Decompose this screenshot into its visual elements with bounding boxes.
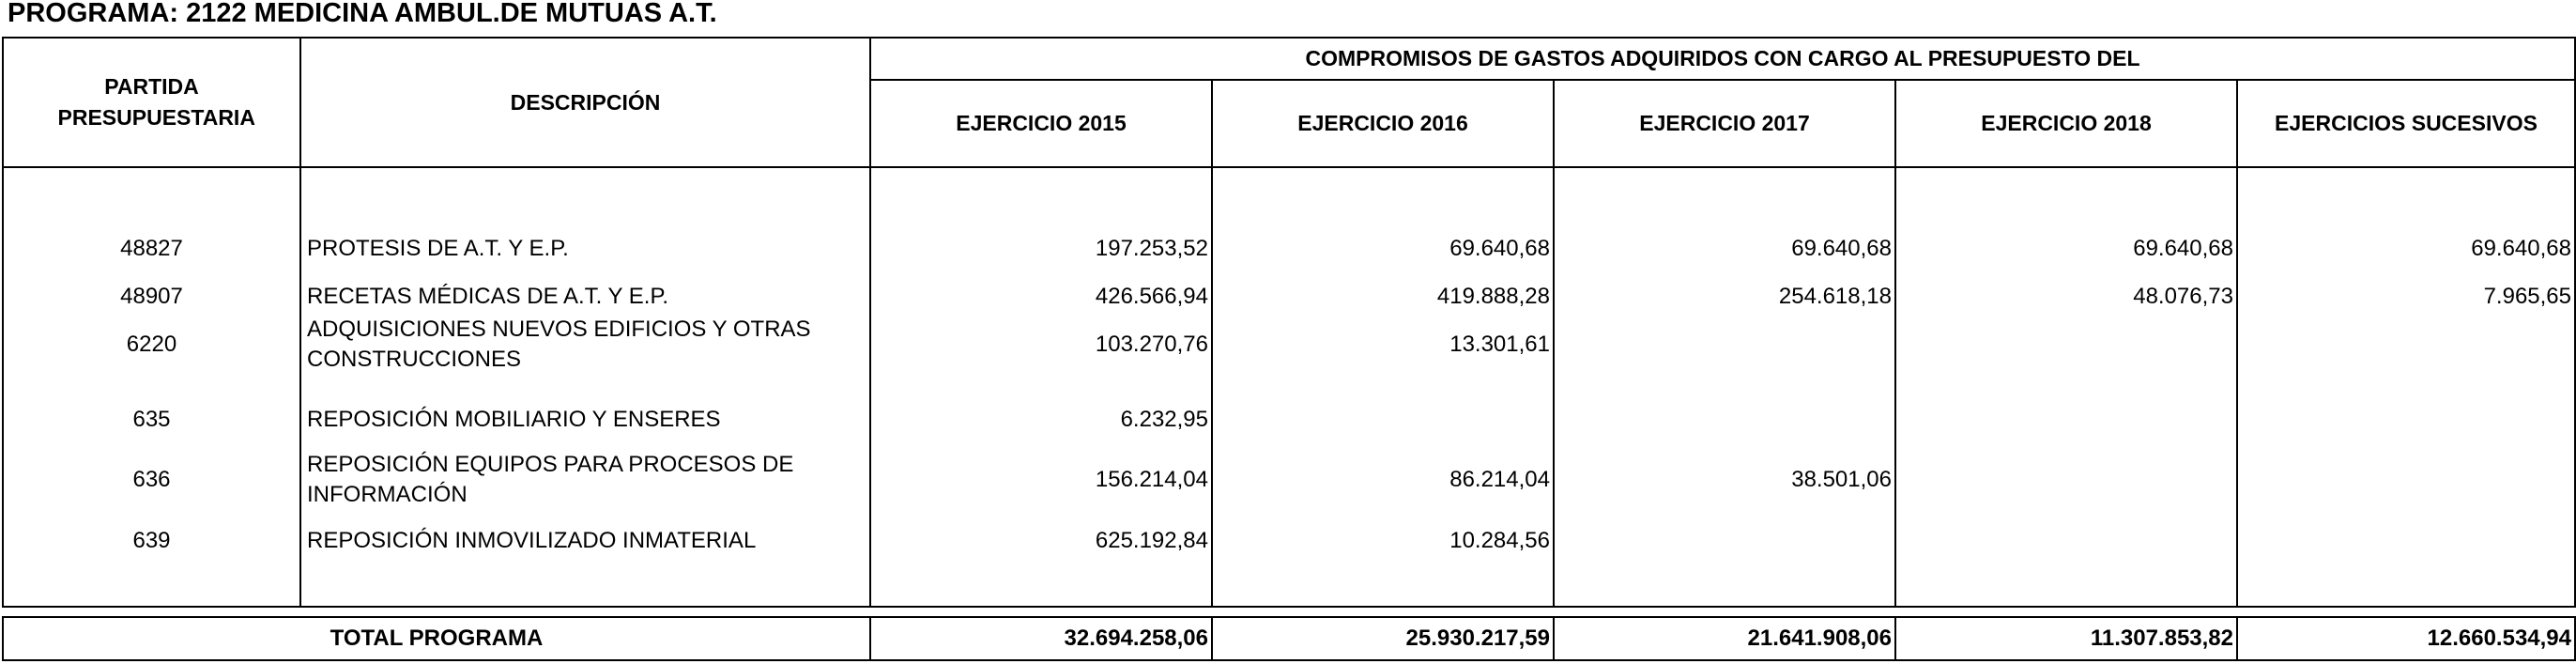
- column-descripcion: [300, 167, 870, 607]
- cell-value: 197.253,52: [1095, 236, 1208, 261]
- cell-value: 86.214,04: [1449, 467, 1550, 492]
- total-table: [2, 616, 2576, 661]
- header-partida: PARTIDA PRESUPUESTARIA: [3, 38, 300, 167]
- row-code: 639: [132, 528, 171, 553]
- cell-value: 426.566,94: [1095, 284, 1208, 309]
- total-value: 25.930.217,59: [1212, 617, 1554, 660]
- row-description: ADQUISICIONES NUEVOS EDIFICIOS Y OTRAS CONSTRUCCIONES: [307, 317, 811, 372]
- cell-value: 38.501,06: [1791, 467, 1892, 492]
- row-description: REPOSICIÓN EQUIPOS PARA PROCESOS DE INFORMACIÓN: [307, 452, 794, 507]
- column-2015: [870, 167, 1212, 607]
- cell-value: 48.076,73: [2133, 284, 2233, 309]
- cell-value: 419.888,28: [1436, 284, 1550, 309]
- column-2017: [1554, 167, 1895, 607]
- header-descripcion: DESCRIPCIÓN: [300, 38, 870, 167]
- row-description: PROTESIS DE A.T. Y E.P.: [307, 236, 569, 261]
- row-code: 636: [132, 467, 171, 492]
- row-code: 48827: [120, 236, 183, 261]
- cell-value: 13.301,61: [1449, 332, 1550, 357]
- cell-value: 254.618,18: [1778, 284, 1892, 309]
- cell-value: 6.232,95: [1120, 407, 1208, 432]
- total-value: 12.660.534,94: [2237, 617, 2575, 660]
- header-year-2015: EJERCICIO 2015: [870, 80, 1212, 167]
- row-code: 6220: [126, 332, 177, 357]
- row-description: REPOSICIÓN INMOVILIZADO INMATERIAL: [307, 528, 757, 553]
- header-compromisos: COMPROMISOS DE GASTOS ADQUIRIDOS CON CARGO AL PRESUPUESTO DEL: [870, 38, 2575, 80]
- column-2016: [1212, 167, 1554, 607]
- cell-value: 625.192,84: [1095, 528, 1208, 553]
- cell-value: 69.640,68: [2133, 236, 2233, 261]
- cell-value: 69.640,68: [1791, 236, 1892, 261]
- total-value: 21.641.908,06: [1554, 617, 1895, 660]
- cell-value: 156.214,04: [1095, 467, 1208, 492]
- header-year-2016: EJERCICIO 2016: [1212, 80, 1554, 167]
- header-year-2017: EJERCICIO 2017: [1554, 80, 1895, 167]
- cell-value: 10.284,56: [1449, 528, 1550, 553]
- page-title: PROGRAMA: 2122 MEDICINA AMBUL.DE MUTUAS A.T.: [8, 0, 717, 28]
- row-code: 635: [132, 407, 171, 432]
- row-description: RECETAS MÉDICAS DE A.T. Y E.P.: [307, 284, 669, 309]
- column-sucesivos: [2237, 167, 2575, 607]
- cell-value: 69.640,68: [1449, 236, 1550, 261]
- total-value: 32.694.258,06: [870, 617, 1212, 660]
- header-years-sucesivos: EJERCICIOS SUCESIVOS: [2237, 80, 2575, 167]
- row-code: 48907: [120, 284, 183, 309]
- cell-value: 103.270,76: [1095, 332, 1208, 357]
- cell-value: 69.640,68: [2471, 236, 2571, 261]
- budget-table: [2, 37, 2576, 608]
- total-value: 11.307.853,82: [1895, 617, 2237, 660]
- cell-value: 7.965,65: [2483, 284, 2571, 309]
- column-2018: [1895, 167, 2237, 607]
- header-year-2018: EJERCICIO 2018: [1895, 80, 2237, 167]
- row-description: REPOSICIÓN MOBILIARIO Y ENSERES: [307, 407, 721, 432]
- column-partida: [3, 167, 300, 607]
- total-label: TOTAL PROGRAMA: [3, 617, 870, 660]
